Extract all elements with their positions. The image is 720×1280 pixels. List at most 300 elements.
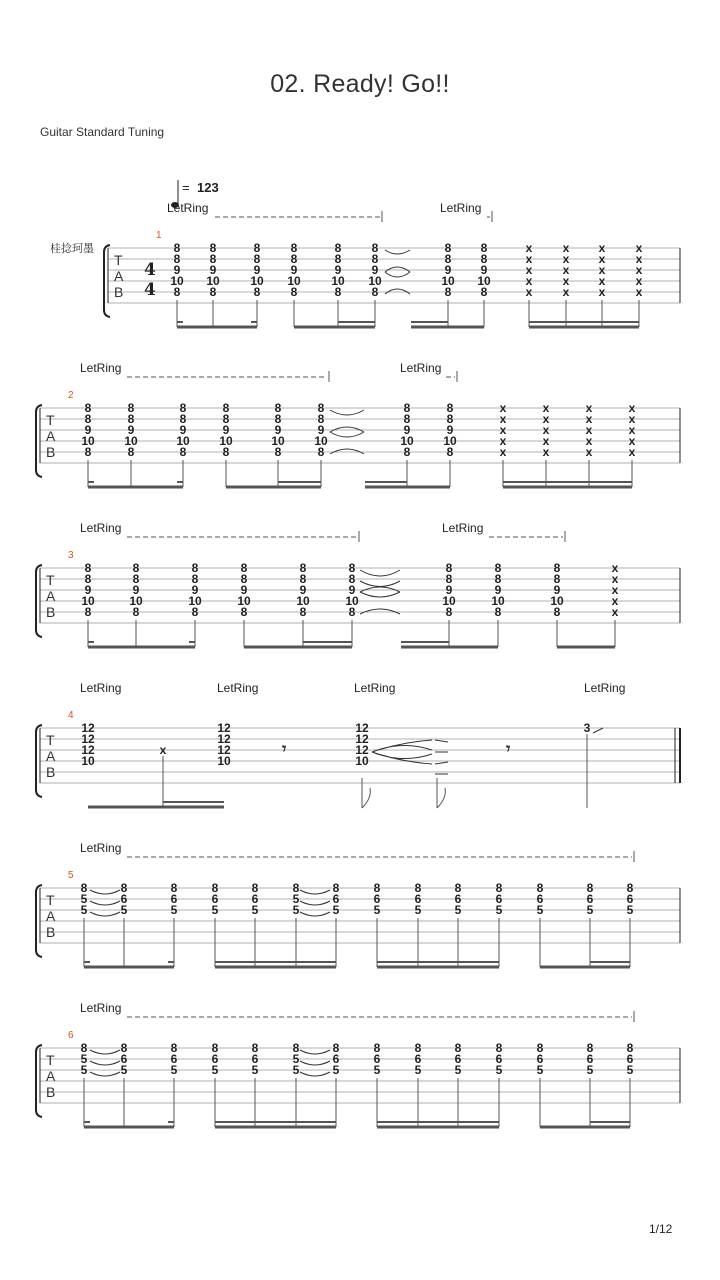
fret-number: 8	[348, 572, 356, 586]
fret-number: 8	[292, 1041, 300, 1055]
fret-number: 8	[445, 605, 453, 619]
tab-system-3	[0, 510, 720, 670]
fret-number: 9	[348, 583, 356, 597]
tab-clef-t: T	[46, 732, 55, 748]
dead-note: x	[562, 263, 570, 277]
fret-number: 12	[217, 732, 231, 746]
dead-note: x	[525, 274, 533, 288]
fret-number: 9	[446, 423, 454, 437]
fret-number: 8	[494, 605, 502, 619]
chord-group	[81, 881, 634, 967]
fret-number: 10	[491, 594, 505, 608]
dead-note: x	[525, 241, 533, 255]
fret-number: 5	[251, 903, 259, 917]
fret-number: 6	[211, 892, 219, 906]
fret-number: 8	[84, 445, 92, 459]
fret-number: 8	[84, 561, 92, 575]
let-ring-label: LetRing	[400, 361, 442, 375]
dead-note: x	[562, 274, 570, 288]
fret-number: 8	[274, 401, 282, 415]
fret-number: 10	[170, 274, 184, 288]
let-ring-label: LetRing	[80, 361, 122, 375]
fret-number: 9	[179, 423, 187, 437]
fret-number: 8	[444, 252, 452, 266]
fret-number: 9	[240, 583, 248, 597]
tie-arcs	[330, 410, 364, 454]
fret-number: 6	[251, 1052, 259, 1066]
fret-number: 5	[414, 903, 422, 917]
fret-number: 5	[414, 1063, 422, 1077]
fret-number: 10	[271, 434, 285, 448]
fret-number: 5	[251, 1063, 259, 1077]
fret-number: 8	[553, 605, 561, 619]
fret-number: 8	[251, 1041, 259, 1055]
fret-number: 6	[626, 1052, 634, 1066]
eighth-rest-icon: 𝄾	[282, 741, 287, 758]
tab-system-5	[0, 830, 720, 990]
fret-number: 8	[454, 1041, 462, 1055]
fret-number: 5	[332, 903, 340, 917]
fret-number: 5	[292, 903, 300, 917]
fret-number: 5	[292, 1052, 300, 1066]
dead-note: x	[562, 241, 570, 255]
fret-number: 9	[480, 263, 488, 277]
let-ring-label: LetRing	[584, 681, 626, 695]
fret-number: 8	[120, 881, 128, 895]
fret-number: 6	[373, 892, 381, 906]
dead-note: x	[525, 263, 533, 277]
fret-number: 12	[217, 743, 231, 757]
fret-number: 10	[219, 434, 233, 448]
dead-note: x	[585, 401, 593, 415]
let-ring-label: LetRing	[167, 201, 209, 215]
fret-number: 8	[446, 401, 454, 415]
fret-number: 8	[299, 605, 307, 619]
fret-number: 10	[441, 274, 455, 288]
fret-number: 8	[251, 881, 259, 895]
slide-mark	[593, 728, 603, 733]
chord-group	[81, 561, 618, 647]
fret-number: 9	[84, 583, 92, 597]
fret-number: 5	[120, 903, 128, 917]
fret-number: 5	[170, 1063, 178, 1077]
fret-number: 6	[586, 892, 594, 906]
dead-note: x	[598, 274, 606, 288]
tab-clef-b: B	[46, 604, 56, 620]
dead-note: x	[562, 285, 570, 299]
tie-arcs	[385, 250, 410, 294]
measure-number: 1	[156, 230, 162, 241]
staff-2	[0, 350, 720, 510]
tab-clef-a: A	[46, 1068, 56, 1084]
fret-number: 9	[84, 423, 92, 437]
beam-group	[84, 1122, 630, 1127]
fret-number: 9	[132, 583, 140, 597]
fret-number: 8	[446, 412, 454, 426]
tab-clef-t: T	[114, 252, 123, 268]
fret-number: 8	[80, 881, 88, 895]
fret-number: 6	[586, 1052, 594, 1066]
fret-number: 6	[170, 892, 178, 906]
dead-note: x	[611, 572, 619, 586]
fret-number: 8	[444, 241, 452, 255]
measure-number: 4	[68, 710, 74, 721]
fret-number: 8	[84, 412, 92, 426]
fret-number: 8	[132, 572, 140, 586]
let-ring-label: LetRing	[354, 681, 396, 695]
tab-system-2	[0, 350, 720, 510]
tab-clef-a: A	[114, 268, 124, 284]
fret-number: 8	[274, 412, 282, 426]
fret-number: 8	[179, 412, 187, 426]
fret-number: 5	[170, 903, 178, 917]
fret-number: 8	[553, 572, 561, 586]
fret-number: 8	[536, 1041, 544, 1055]
dead-note: x	[585, 445, 593, 459]
fret-number: 8	[290, 241, 298, 255]
dead-note: x	[562, 252, 570, 266]
fret-number: 10	[188, 594, 202, 608]
dead-note: x	[499, 423, 507, 437]
tuning-label: Guitar Standard Tuning	[40, 125, 165, 139]
tie-arcs	[372, 740, 448, 774]
fret-number: 9	[444, 263, 452, 277]
fret-number: 6	[373, 1052, 381, 1066]
fret-number: 10	[81, 754, 95, 768]
fret-number: 10	[250, 274, 264, 288]
fret-number: 8	[120, 1041, 128, 1055]
tempo-bpm: 123	[197, 180, 219, 195]
tab-clef-t: T	[46, 1052, 55, 1068]
dead-note: x	[542, 445, 550, 459]
dead-note: x	[585, 423, 593, 437]
fret-number: 10	[81, 594, 95, 608]
fret-number: 6	[454, 1052, 462, 1066]
fret-number: 9	[371, 263, 379, 277]
fret-number: 8	[253, 252, 261, 266]
fret-number: 8	[586, 1041, 594, 1055]
fret-number: 6	[454, 892, 462, 906]
fret-number: 6	[495, 892, 503, 906]
fret-number: 10	[237, 594, 251, 608]
fret-number: 9	[317, 423, 325, 437]
dead-note: x	[542, 423, 550, 437]
fret-number: 9	[553, 583, 561, 597]
fret-number: 12	[81, 732, 95, 746]
dead-note: x	[598, 252, 606, 266]
fret-number: 8	[253, 241, 261, 255]
fret-number: 8	[446, 445, 454, 459]
dead-note: x	[499, 401, 507, 415]
fret-number: 8	[414, 881, 422, 895]
dead-note: x	[611, 605, 619, 619]
tab-strings	[40, 1048, 680, 1103]
fret-number: 5	[373, 903, 381, 917]
fret-number: 12	[355, 732, 369, 746]
fret-number: 5	[211, 1063, 219, 1077]
fret-number: 6	[332, 1052, 340, 1066]
fret-number: 9	[191, 583, 199, 597]
fret-number: 6	[626, 892, 634, 906]
dead-note: x	[635, 263, 643, 277]
fret-number: 8	[222, 412, 230, 426]
fret-number: 6	[332, 892, 340, 906]
fret-number: 8	[209, 252, 217, 266]
fret-number: 12	[217, 721, 231, 735]
dead-note: x	[542, 401, 550, 415]
chord-group	[81, 1041, 634, 1127]
dead-note: x	[628, 445, 636, 459]
fret-number: 8	[403, 412, 411, 426]
dead-note: x	[585, 434, 593, 448]
dead-note: x	[598, 263, 606, 277]
tab-clef-b: B	[46, 444, 56, 460]
dead-note: x	[499, 434, 507, 448]
fret-number: 12	[355, 721, 369, 735]
fret-number: 9	[274, 423, 282, 437]
dead-note: x	[611, 561, 619, 575]
fret-number: 8	[626, 1041, 634, 1055]
fret-number: 10	[368, 274, 382, 288]
chord-group	[170, 241, 642, 327]
fret-number: 5	[536, 1063, 544, 1077]
dead-note: x	[635, 252, 643, 266]
fret-number: 8	[480, 252, 488, 266]
fret-number: 5	[120, 1063, 128, 1077]
measure-number: 3	[68, 550, 74, 561]
fret-number: 10	[331, 274, 345, 288]
fret-number: 8	[403, 401, 411, 415]
fret-number: 5	[80, 892, 88, 906]
fret-number: 8	[299, 561, 307, 575]
fret-number: 5	[332, 1063, 340, 1077]
fret-number: 8	[179, 445, 187, 459]
fret-number: 8	[170, 1041, 178, 1055]
fret-number: 8	[240, 561, 248, 575]
beam-group	[88, 482, 632, 487]
tab-clef-a: A	[46, 428, 56, 444]
dead-note: x	[611, 594, 619, 608]
fret-number: 8	[332, 881, 340, 895]
measure-number: 5	[68, 870, 74, 881]
fret-number: 6	[120, 892, 128, 906]
let-ring-label: LetRing	[80, 681, 122, 695]
fret-number: 8	[299, 572, 307, 586]
fret-number: 5	[626, 1063, 634, 1077]
fret-number: 8	[480, 241, 488, 255]
fret-number: 8	[173, 285, 181, 299]
fret-number: 8	[191, 605, 199, 619]
fret-number: 6	[251, 892, 259, 906]
dead-note: x	[159, 743, 167, 757]
fret-number: 9	[445, 583, 453, 597]
fret-number: 9	[403, 423, 411, 437]
dead-note: x	[628, 412, 636, 426]
tab-system-6	[0, 990, 720, 1150]
fret-number: 5	[292, 892, 300, 906]
let-ring-label: LetRing	[80, 1001, 122, 1015]
dead-note: x	[525, 285, 533, 299]
fret-number: 6	[120, 1052, 128, 1066]
fret-number: 8	[373, 1041, 381, 1055]
fret-number: 5	[454, 1063, 462, 1077]
fret-number: 8	[290, 285, 298, 299]
fret-number: 8	[586, 881, 594, 895]
tie-arcs	[360, 570, 400, 614]
fret-number: 5	[626, 903, 634, 917]
fret-number: 8	[454, 881, 462, 895]
fret-number: 8	[553, 561, 561, 575]
dead-note: x	[635, 274, 643, 288]
fret-number: 10	[443, 434, 457, 448]
fret-number: 5	[536, 903, 544, 917]
let-ring-label: LetRing	[217, 681, 259, 695]
fret-number: 6	[414, 1052, 422, 1066]
beam-group	[84, 962, 630, 967]
staff-5	[0, 830, 720, 990]
fret-number: 8	[373, 881, 381, 895]
fret-number: 8	[179, 401, 187, 415]
fret-number: 8	[191, 572, 199, 586]
fret-number: 6	[495, 1052, 503, 1066]
measure-number: 2	[68, 390, 74, 401]
fret-number: 9	[299, 583, 307, 597]
fret-number: 8	[84, 572, 92, 586]
fret-number: 5	[292, 1063, 300, 1077]
fret-number: 8	[170, 881, 178, 895]
fret-number: 8	[495, 881, 503, 895]
eighth-rest-icon: 𝄾	[506, 741, 511, 758]
fret-number: 10	[296, 594, 310, 608]
dead-note: x	[525, 252, 533, 266]
fret-number: 8	[127, 412, 135, 426]
fret-number: 12	[355, 743, 369, 757]
fret-number: 5	[80, 1063, 88, 1077]
fret-number: 10	[345, 594, 359, 608]
fret-number: 8	[274, 445, 282, 459]
beam-group	[177, 322, 639, 327]
fret-number: 10	[124, 434, 138, 448]
fret-number: 9	[290, 263, 298, 277]
measure-number: 6	[68, 1030, 74, 1041]
fret-number: 8	[444, 285, 452, 299]
dead-note: x	[542, 412, 550, 426]
tempo-equals: =	[182, 180, 190, 195]
fret-number: 8	[222, 401, 230, 415]
fret-number: 12	[81, 721, 95, 735]
fret-number: 8	[173, 252, 181, 266]
dead-note: x	[628, 401, 636, 415]
tab-system-4	[0, 670, 720, 830]
fret-number: 3	[583, 721, 591, 735]
dead-note: x	[598, 241, 606, 255]
chord-group	[81, 401, 635, 487]
fret-number: 8	[84, 401, 92, 415]
dead-note: x	[635, 285, 643, 299]
time-sig-numerator: 4	[144, 260, 156, 280]
dead-note: x	[499, 445, 507, 459]
staff-3	[0, 510, 720, 670]
tab-clef-t: T	[46, 412, 55, 428]
fret-number: 8	[211, 1041, 219, 1055]
fret-number: 8	[371, 252, 379, 266]
fret-number: 6	[536, 892, 544, 906]
dead-note: x	[585, 412, 593, 426]
dead-note: x	[542, 434, 550, 448]
fret-number: 8	[334, 285, 342, 299]
fret-number: 10	[287, 274, 301, 288]
tab-strings	[108, 248, 680, 303]
fret-number: 10	[477, 274, 491, 288]
fret-number: 8	[371, 285, 379, 299]
fret-number: 8	[371, 241, 379, 255]
song-title: 02. Ready! Go!!	[270, 70, 450, 98]
dead-note: x	[499, 412, 507, 426]
fret-number: 8	[317, 445, 325, 459]
tab-clef-b: B	[46, 764, 56, 780]
fret-number: 8	[495, 1041, 503, 1055]
time-sig-denominator: 4	[144, 280, 156, 300]
fret-number: 8	[292, 881, 300, 895]
fret-number: 8	[84, 605, 92, 619]
fret-number: 10	[400, 434, 414, 448]
tab-clef-b: B	[46, 924, 56, 940]
fret-number: 8	[240, 572, 248, 586]
fret-number: 8	[132, 561, 140, 575]
fret-number: 8	[480, 285, 488, 299]
fret-number: 10	[550, 594, 564, 608]
fret-number: 8	[334, 252, 342, 266]
fret-number: 10	[314, 434, 328, 448]
fret-number: 10	[81, 434, 95, 448]
staff-4	[0, 670, 720, 830]
fret-number: 9	[127, 423, 135, 437]
fret-number: 6	[211, 1052, 219, 1066]
fret-number: 5	[495, 903, 503, 917]
fret-number: 12	[81, 743, 95, 757]
fret-number: 8	[536, 881, 544, 895]
fret-number: 10	[442, 594, 456, 608]
fret-number: 8	[127, 401, 135, 415]
tab-clef-t: T	[46, 572, 55, 588]
fret-number: 8	[403, 445, 411, 459]
fret-number: 5	[80, 1052, 88, 1066]
fret-number: 8	[317, 412, 325, 426]
dead-note: x	[598, 285, 606, 299]
fret-number: 8	[348, 561, 356, 575]
let-ring-label: LetRing	[442, 521, 484, 535]
fret-number: 8	[414, 1041, 422, 1055]
fret-number: 8	[209, 241, 217, 255]
dead-note: x	[628, 423, 636, 437]
tab-strings	[40, 888, 680, 943]
fret-number: 8	[222, 445, 230, 459]
fret-number: 8	[173, 241, 181, 255]
let-ring-label: LetRing	[80, 841, 122, 855]
fret-number: 8	[494, 561, 502, 575]
fret-number: 5	[454, 903, 462, 917]
tab-clef-a: A	[46, 748, 56, 764]
fret-number: 5	[211, 903, 219, 917]
fret-number: 5	[586, 1063, 594, 1077]
fret-number: 8	[332, 1041, 340, 1055]
track-name: 桂捻珂墨	[50, 243, 94, 255]
fret-number: 5	[495, 1063, 503, 1077]
tab-clef-a: A	[46, 908, 56, 924]
fret-number: 9	[173, 263, 181, 277]
fret-number: 8	[317, 401, 325, 415]
fret-number: 10	[206, 274, 220, 288]
